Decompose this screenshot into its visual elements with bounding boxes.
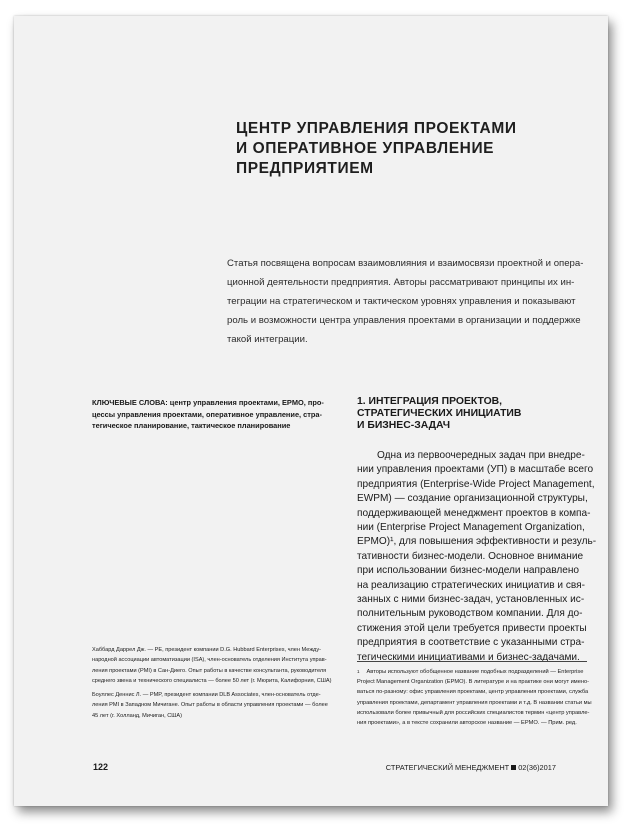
keywords-block	[92, 397, 322, 432]
footnote-line: ния проектами», а в тексте сохранили авторское название — EPMO. — Прим. ред.	[357, 720, 577, 727]
title-line: ПРЕДПРИЯТИЕМ	[236, 160, 374, 177]
keywords-line: КЛЮЧЕВЫЕ СЛОВА: центр управления проектами, EPMO, про-	[92, 398, 324, 407]
author-bio-line: Боуллес Деннис Л. — PMP, президент компании DLB Associates, член-основатель отде-	[92, 692, 321, 699]
keywords-line: цессы управления проектами, оперативное управление, стра-	[92, 409, 322, 419]
section-heading-line: И БИЗНЕС-ЗАДАЧ	[357, 420, 451, 432]
author-bio-line: Хаббард Даррел Дж. — PE, президент компании D.G. Hubbard Enterprises, член Между-	[92, 647, 321, 653]
abstract-line: теграции на стратегическом и тактическом уровнях управления и показывают	[227, 296, 576, 308]
journal-name: СТРАТЕГИЧЕСКИЙ МЕНЕДЖМЕНТ	[385, 763, 510, 772]
section-heading	[357, 396, 607, 433]
body-line: тативности бизнес-модели. Основное внимание	[357, 550, 584, 562]
journal-issue: 02(36)2017	[518, 763, 556, 772]
footnote-line: Project Management Organization (EPMO). В литературе и на практике они могут имено-	[357, 679, 590, 686]
footnote-divider	[357, 661, 587, 662]
title-line: И ОПЕРАТИВНОЕ УПРАВЛЕНИЕ	[236, 140, 495, 157]
footnote-line: использовали более привычный для российских специалистов термин «центр управле-	[357, 709, 590, 716]
document-page	[14, 16, 608, 806]
section-heading-line: СТРАТЕГИЧЕСКИХ ИНИЦИАТИВ	[357, 408, 522, 420]
body-line: предприятия в соответствие с указанными стра-	[357, 637, 585, 649]
body-line: нии управления проектами (УП) в масштабе всего	[357, 464, 594, 476]
abstract-line: Статья посвящена вопросам взаимовлияния и взаимосвязи проектной и опера-	[227, 258, 584, 269]
author-bio-line: среднего звена и технического специалиста — более 50 лет (г. Мюрита, Калифорния, США)	[92, 677, 332, 684]
body-line: тегическими инициативами и бизнес-задачами.	[357, 651, 580, 663]
journal-footer	[386, 763, 556, 772]
footnote-line: управления проектами, департамент управления проектами и т.д. В названии статьи мы	[357, 699, 592, 706]
body-line: EWPM) — создание организационной структуры,	[357, 493, 588, 505]
body-line: на реализацию стратегических инициатив и свя-	[357, 579, 585, 591]
body-line: стижения этой цели требуется привести проекты	[357, 622, 587, 634]
author-bio-line: ления проектами (PMI) в Сан-Диего. Опыт работы в качестве консультанта, руководителя	[92, 667, 327, 674]
page-number: 122	[93, 762, 109, 772]
keywords-line: тегическое планирование, тактическое планирование	[92, 421, 291, 430]
footnote-line	[357, 667, 609, 677]
abstract-line: роль и возможности центра управления проектами в организации и поддержке	[227, 315, 581, 327]
author-bios	[92, 645, 337, 721]
author-bio-line: 45 лет (г. Холланд, Мичиган, США)	[92, 712, 182, 719]
body-paragraph	[357, 449, 607, 665]
article-abstract	[227, 254, 605, 349]
footnote-line: ваться по-разному: офис управления проектами, центр управления проектами, служба	[357, 689, 589, 696]
body-line: Одна из первоочередных задач при внедре-	[377, 450, 585, 461]
body-line: нии (Enterprise Project Management Organization,	[357, 522, 585, 534]
square-bullet-icon	[511, 765, 516, 770]
footnote	[357, 667, 609, 728]
abstract-line: такой интеграции.	[227, 334, 308, 346]
body-line: поддерживающей менеджмент проектов в компа-	[357, 507, 591, 519]
author-bio-line: ления PMI в Западном Мичигане. Опыт работы в области управления проектами — более	[92, 702, 328, 709]
body-line: занных с ними бизнес-задач, установленных ис-	[357, 594, 585, 606]
section-heading-line: 1. ИНТЕГРАЦИЯ ПРОЕКТОВ,	[357, 396, 503, 407]
footnote-marker: 1	[357, 669, 360, 674]
body-line: EPMO)¹, для повышения эффективности и резуль-	[357, 536, 597, 548]
article-title	[236, 119, 576, 179]
body-line: предприятия (Enterprise-Wide Project Management,	[357, 478, 595, 490]
abstract-line: ционной деятельности предприятия. Авторы рассматривают принципы их ин-	[227, 277, 575, 289]
author-bio-line: народной ассоциации автоматизации (ISA), член-основатель отделения Института управ-	[92, 657, 327, 664]
footnote-text: Авторы используют обобщенное название подобных подразделений — Enterprise	[366, 669, 584, 675]
body-line: полнительным руководством компании. Для до-	[357, 608, 583, 620]
title-line: ЦЕНТР УПРАВЛЕНИЯ ПРОЕКТАМИ	[236, 120, 517, 137]
body-line: при использовании бизнес-модели направлено	[357, 565, 580, 577]
